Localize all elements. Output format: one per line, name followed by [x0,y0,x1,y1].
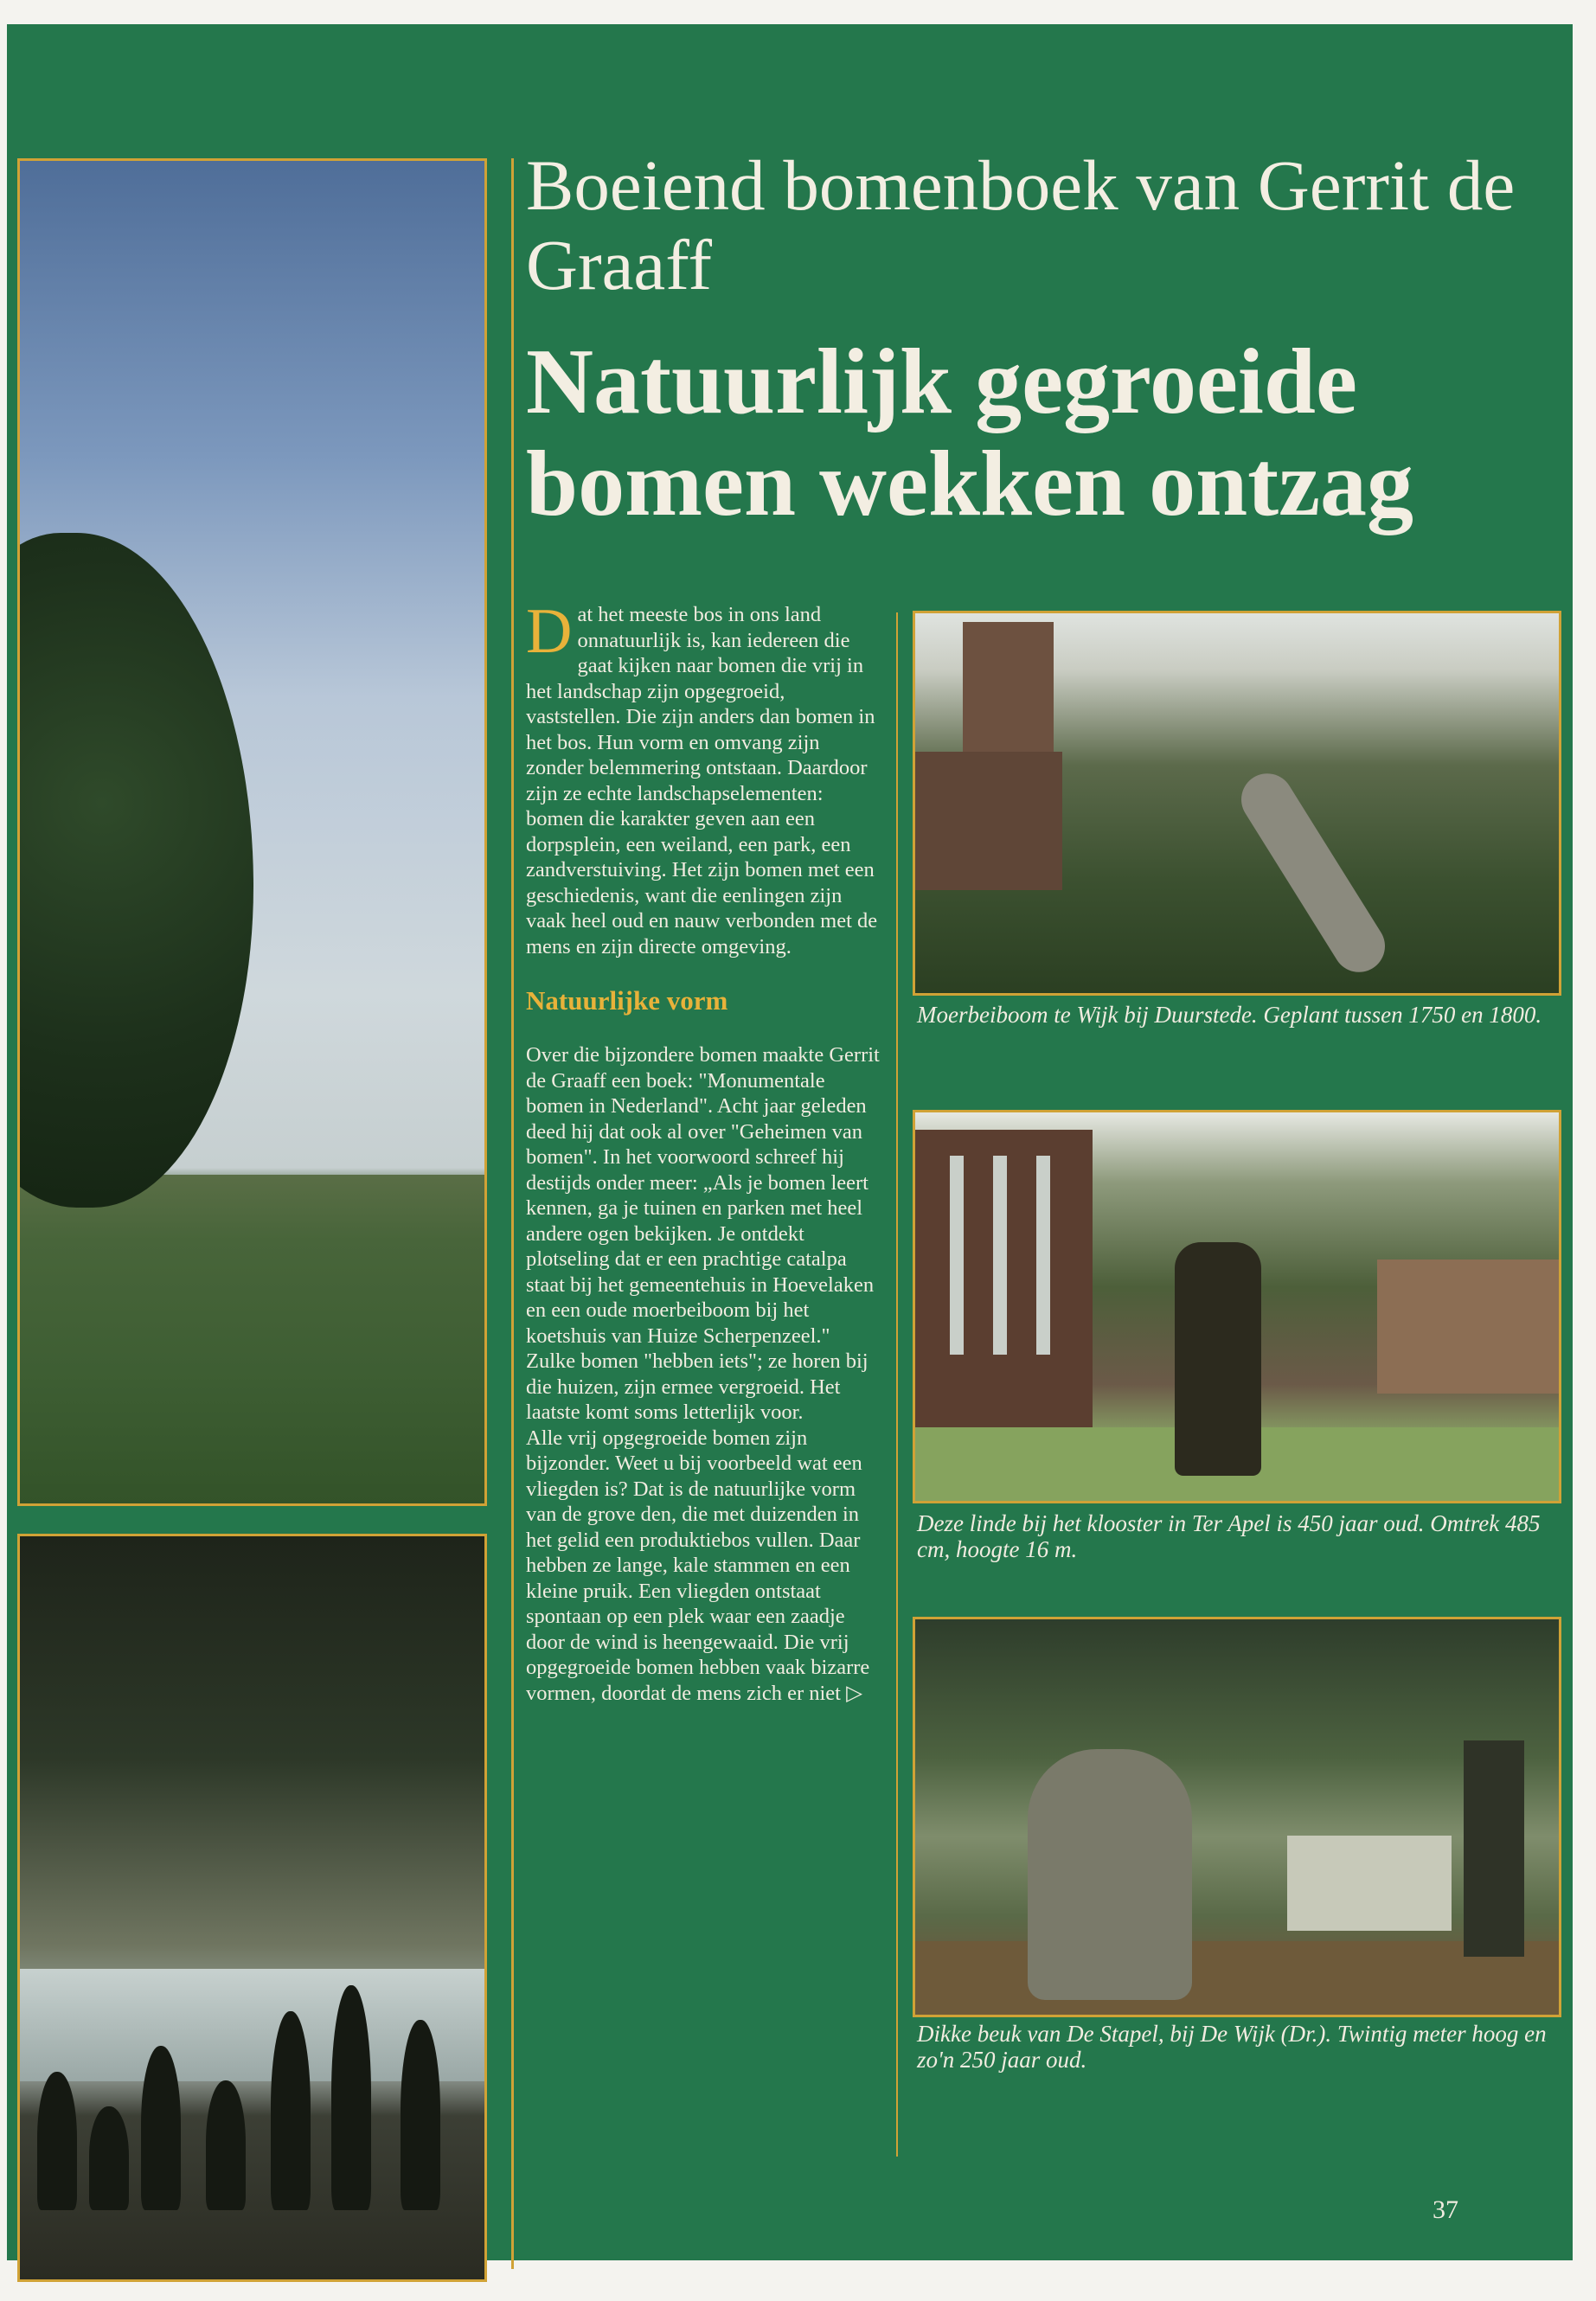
article-body [526,596,881,1706]
cypress-knee [331,1985,371,2210]
tree-trunk [1232,764,1395,982]
tree-silhouette [17,533,253,1208]
photo-caption: Deze linde bij het klooster in Ter Apel is 450 jaar oud. Omtrek 485 cm, hoogte 16 m. [917,1510,1541,1562]
cypress-knees-photo [17,1534,487,2282]
column-divider [896,612,898,2157]
cypress-knee [206,2080,246,2210]
page-number: 37 [1433,2195,1458,2224]
meadow [20,1175,484,1503]
mulberry-tree-photo [913,611,1561,996]
photo-caption: Moerbeiboom te Wijk bij Duurstede. Geplant tussen 1750 en 1800. [917,1002,1542,1028]
cypress-knee [89,2106,129,2210]
monastery-wall [915,1130,1093,1450]
beech-tree-photo [913,1617,1561,2017]
brick-wall [915,752,1062,890]
church-tower [963,622,1054,756]
magazine-page [7,24,1573,2260]
body-paragraph: Alle vrij opgegroeide bomen zijn bijzonder. Weet u bij voorbeeld wat een vliegden is? Dat is de natuurlijke vorm van de grove den, die met duizenden in het gelid een produktiebos vullen. Daar hebben ze lange, kale stammen en een kleine pruik. Een vliegden ontstaat spontaan op een plek waar een zaadje door de wind is heengewaaid. Die vrij opgegroeide bomen hebben vaak bizarre vormen, doordat de mens zich er niet ▷ [526,1426,870,1705]
tree-trunk [1175,1242,1261,1476]
leaf-floor [915,1941,1559,2015]
intro-paragraph [526,596,881,959]
article-headline: Natuurlijk gegroeide bomen wekken ontzag [526,330,1414,535]
cypress-knee [141,2046,181,2210]
intro-text: at het meeste bos in ons land onnatuurlijk is, kan iedereen die gaat kijken naar bomen die vrij in het landschap zijn opgegroeid, vaststellen. Die zijn anders dan bomen in het bos. Hun vorm en omvang zijn zonder belemmering ontstaan. Daardoor zijn ze echte landschapselementen: bomen die karakter geven aan een dorpsplein, een weiland, een park, een zandverstuiving. Het zijn bomen met een geschiedenis, want die eenlingen zijn vaak heel oud en nauw verbonden met de mens en zijn directe omgeving. [526,603,878,958]
tree-trunk [1464,1740,1524,1957]
monastery-building [1377,1259,1559,1394]
column-divider [511,158,514,2269]
photo-caption: Dikke beuk van De Stapel, bij De Wijk (Dr.). Twintig meter hoog en zo'n 250 jaar oud. [917,2021,1547,2073]
body-paragraph: Over die bijzondere bomen maakte Gerrit de Graaff een boek: "Monumentale bomen in Nederland". Acht jaar geleden deed hij dat ook al over "Geheimen van bomen". In het voorwoord schreef hij destijds onder meer: „Als je bomen leert kennen, ga je tuinen en parken met heel andere ogen bekijken. Je ontdekt plotseling dat er een prachtige catalpa staat bij het gemeentehuis in Hoevelaken en een oude moerbeiboom bij het koetshuis van Huize Scherpenzeel." [526,1043,880,1348]
drop-cap: D [526,596,573,667]
house [1287,1836,1452,1931]
landscape-photo [17,158,487,1506]
cypress-knee [271,2011,311,2210]
body-paragraph: Zulke bomen "hebben iets"; ze horen bij die huizen, zijn ermee vergroeid. Het laatste komt soms letterlijk voor. [526,1349,869,1424]
linden-tree-photo [913,1110,1561,1503]
tree-trunk [1028,1749,1192,2000]
cypress-knee [401,2020,440,2210]
cypress-knee [37,2072,77,2210]
section-subhead: Natuurlijke vorm [526,985,728,1016]
article-kicker: Boeiend bomenboek van Gerrit de Graaff [526,145,1516,304]
